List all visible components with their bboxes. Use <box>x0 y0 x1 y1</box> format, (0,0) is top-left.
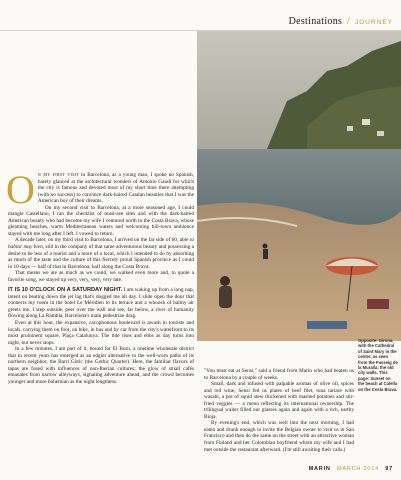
paragraph: By evening's end, which was well into the next morning, I had eaten and drunk enough to invite the Belgian owner to visit us in San Francisco and then do the same on the street with an attractive woman from Finland and her Colombian boyfriend whom my wife and I had met outside the restaurant afterward. (I'm still awaiting their calls.) <box>204 420 354 453</box>
section-paragraph: IT IS 10 O'CLOCK ON A SATURDAY NIGHT. I am waking up from a long nap, intent on beating down the jet lag that's dogged me all day. I slide open the door that connects my room in the hotel Le Méridien to its terrace and a whoosh of balmy air greets me. I step outside, peer over the wall and see, far below, a river of humanity flowing along La Rambla, Barcelona's main pedestrian drag. <box>8 287 194 320</box>
paragraph: Small, dark and infused with palpable aromas of olive oil, spices and red wine, Sensi fed us plates of beef filet, tuna tartare with wasabi, a pot of squid stew thickened with mashed potatoes and stir-fried veggies — a menu reflecting its international ownership. The trilingual waiter filled our glasses again and again with a rich, earthy Rioja. <box>204 381 354 420</box>
issue-month: MARCH 2014 <box>337 466 379 472</box>
magazine-name: MARIN <box>308 466 331 472</box>
paragraph: Even at this hour, the expansive, cacophonous boulevard is awash in tourists and locals, carrying them on foot, on bike, in bus and by car from the city's waterfront to its most prominent square, Plaça Catalunya. The tide rises and ebbs as day turns into night, but never stops. <box>8 320 194 346</box>
opening-text: to Barcelona, as a young man, I spoke no Spanish, barely glanced at the architectural wonders of Antonio Gaudí for which the city is famous and devoted most of my short time there attempting (with no success) to convince dark-haired Catalan beauties that I was the American boy of their dreams. <box>37 172 194 205</box>
section-separator: / <box>347 16 351 27</box>
paragraph: "You must eat at Sensi," said a friend from Marin who had beaten us to Barcelona by a couple of weeks. <box>204 368 354 381</box>
photo-caption: Opposite: Girona, with the Cathedral of Saint Mary in the center, as seen from the Passeig de la Muralla; the old city walls. This page: Sunset on the beach at Calella on the Costa Brava. <box>358 338 398 392</box>
paragraph: In a few minutes, I am part of it, bound for El Born, a onetime wholesale district that in recent years has emerged as an edgier alternative to the well-worn paths of its northern neighbor, the Barri Gòtic (the Gothic Quarter). Here, the familiar flavors of tapas are fused with influences of non-Iberian cultures; the glow of small cafés emanates from narrow alleyways, signaling adventure ahead, and the crowd becomes younger and more bohemian as the night lengthens. <box>8 346 194 385</box>
article-column-2 <box>204 368 354 453</box>
page-number: 97 <box>385 466 393 472</box>
paragraph: A decade later, on my third visit to Barcelona, I arrived on the far side of 60, able to hablar muy bien, still in the company of that same adventurous beauty and possessing a desire to be less of a tourist and a more of a local, which I intended to do by absorbing as much of the taste and the culture of this fiercely proud Spanish province as I could in 10 days — half of that in Barcelona, half along the Costa Brava. <box>8 237 194 270</box>
article-opening-paragraph <box>6 167 194 212</box>
paragraph: On my second visit to Barcelona, at a more seasoned age, I could mangle Castellano, I ran the checklist of must-see sites and with the dark-haired American beauty who had become my wife I ventured north to the Costa Brava, whose gleaming beaches, warm Mediterranean waters and welcoming hill-town ambience stayed with me long after I left. I vowed to return. <box>8 204 194 237</box>
section-lead-in: IT IS 10 O'CLOCK ON A SATURDAY NIGHT. <box>8 287 123 294</box>
drop-cap: O <box>6 167 35 212</box>
article-column-1 <box>6 167 194 386</box>
paragraph: That means we ate as much as we could, we walked even more and, to quote a favorite song, we stayed up very, very, very, very late. <box>8 270 194 283</box>
page-footer <box>309 466 393 472</box>
italic-phrase: hablar muy bien <box>8 244 43 251</box>
opening-smallcaps: n my first visit <box>37 172 80 178</box>
page-header <box>289 16 393 27</box>
beach-sunset-image <box>197 31 401 341</box>
section-title: Destinations <box>288 16 343 27</box>
subsection-title: JOURNEY <box>354 19 393 26</box>
beach-photo <box>197 31 401 341</box>
